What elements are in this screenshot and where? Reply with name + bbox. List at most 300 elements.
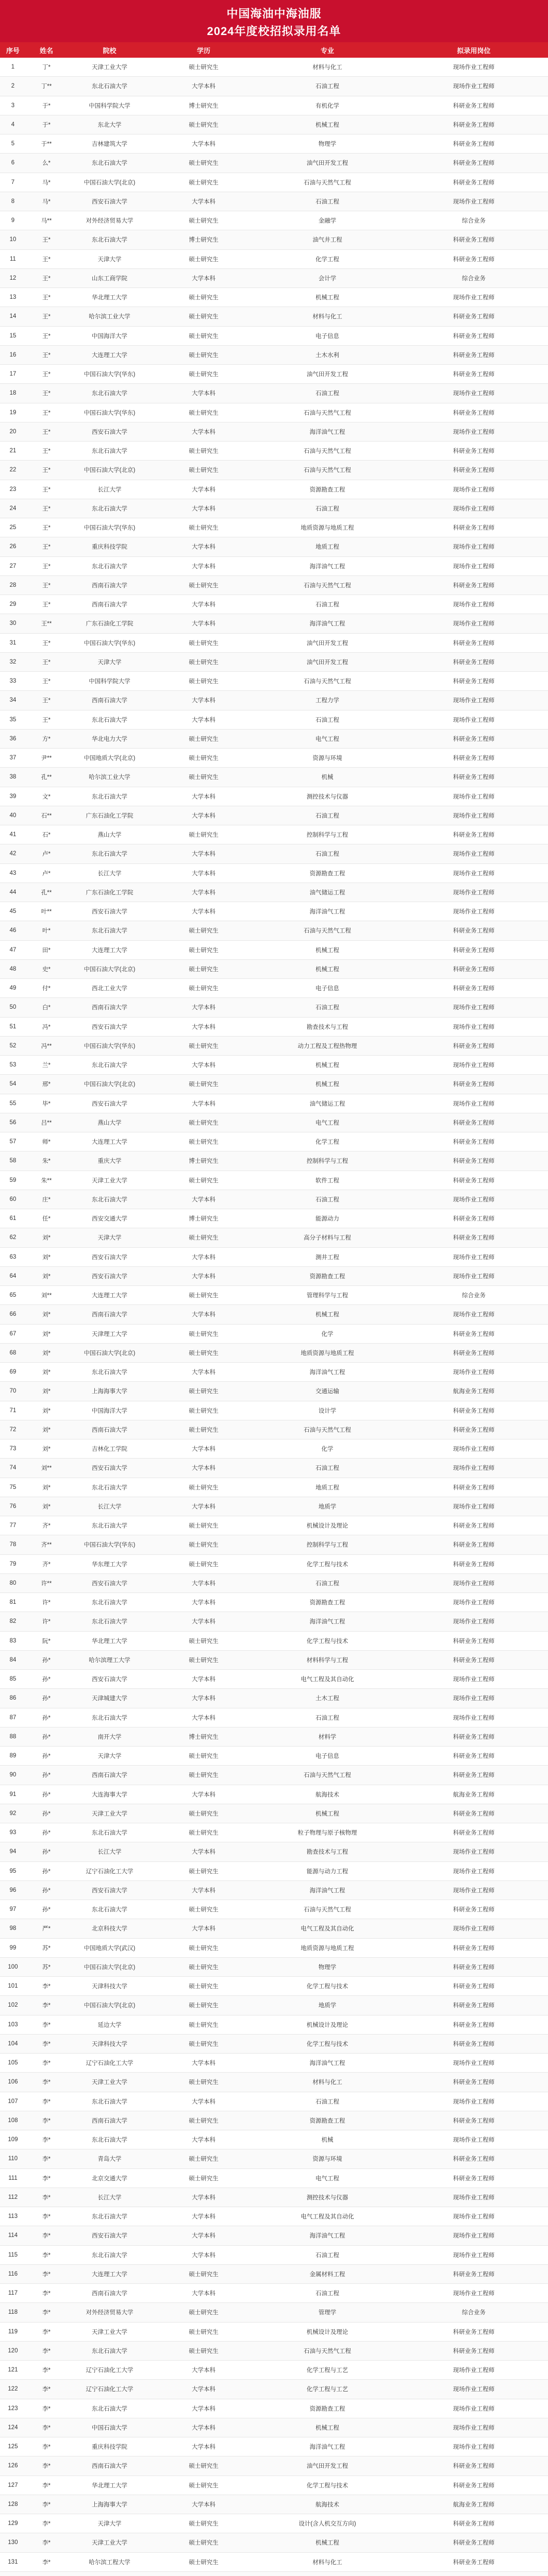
cell-name: 苏* [42,1964,51,1971]
cell-major: 控制科学与工程 [306,1542,348,1549]
cell-name: 王* [42,275,51,282]
cell-school: 对外经济贸易大学 [86,218,134,225]
cell-degree: 硕士研究生 [189,1331,219,1337]
cell-school: 西南石油大学 [92,698,127,704]
cell-major: 石油与天然气工程 [304,679,351,685]
cell-name: 叶* [42,928,51,935]
cell-degree: 硕士研究生 [189,1120,219,1126]
cell-school: 东北石油大学 [92,1715,127,1721]
cell-degree: 硕士研究生 [189,448,219,455]
table-row [0,1958,548,1977]
cell-index: 5 [11,141,15,147]
cell-school: 长江大学 [97,1503,122,1510]
table-row [0,1018,548,1037]
cell-position: 现场作业工程师 [453,391,495,397]
col-header-index: 序号 [6,46,20,55]
cell-position: 科研业务工程师 [453,966,495,973]
table-row [0,557,548,576]
cell-degree: 硕士研究生 [189,2156,219,2163]
cell-index: 125 [8,2444,18,2450]
table-row [0,1075,548,1094]
cell-name: 李* [42,2194,51,2201]
cell-index: 29 [9,601,16,608]
cell-major: 电气工程及其自动化 [301,2214,354,2221]
cell-school: 北京交通大学 [92,2175,127,2182]
cell-degree: 硕士研究生 [189,659,219,666]
cell-degree: 硕士研究生 [189,640,219,647]
cell-degree: 大学本科 [192,1676,215,1683]
cell-index: 18 [9,390,16,397]
table-row [0,902,548,921]
cell-index: 22 [9,467,16,473]
cell-name: 王* [42,371,51,378]
table-row [0,768,548,787]
cell-name: 庄* [42,1196,51,1203]
cell-degree: 博士研究生 [189,1216,219,1223]
cell-degree: 硕士研究生 [189,2175,219,2182]
cell-major: 石油与天然气工程 [304,1907,351,1913]
cell-major: 海洋油气工程 [309,2233,345,2240]
cell-position: 科研业务工程师 [453,2117,495,2124]
cell-index: 116 [8,2270,18,2277]
cell-name: 孙* [42,1696,51,1702]
cell-index: 100 [8,1963,18,1970]
cell-name: 李* [42,2233,51,2240]
cell-position: 现场作业工程师 [453,2405,495,2412]
cell-index: 4 [11,121,15,128]
cell-degree: 硕士研究生 [189,1984,219,1990]
cell-index: 36 [9,735,16,742]
cell-degree: 硕士研究生 [189,2022,219,2028]
cell-degree: 大学本科 [192,1926,215,1933]
cell-position: 现场作业工程师 [453,851,495,858]
cell-major: 机械工程 [315,2540,339,2547]
table-row [0,1459,548,1478]
cell-degree: 大学本科 [192,83,215,90]
cell-position: 科研业务工程师 [453,410,495,416]
cell-major: 石油与天然气工程 [304,410,351,416]
cell-position: 科研业务工程师 [453,2540,495,2547]
cell-school: 哈尔滨工程大学 [89,2559,130,2566]
cell-position: 现场作业工程师 [453,1715,495,1721]
table-row [0,1919,548,1938]
cell-major: 资源勘查工程 [309,2405,345,2412]
cell-major: 机械设计及理论 [306,2022,348,2028]
cell-position: 科研业务工程师 [453,1945,495,1952]
cell-degree: 硕士研究生 [189,966,219,973]
cell-major: 石油工程 [315,717,339,723]
cell-degree: 硕士研究生 [189,1830,219,1837]
cell-major: 控制科学与工程 [306,832,348,839]
cell-name: 王* [42,352,51,359]
cell-name: 刘* [42,1350,51,1357]
cell-major: 资源与环境 [312,2156,342,2163]
cell-degree: 博士研究生 [189,103,219,109]
cell-position: 现场作业工程师 [453,870,495,877]
cell-name: 于* [42,103,51,109]
cell-position: 科研业务工程师 [453,1657,495,1664]
table-row [0,1363,548,1382]
cell-index: 55 [9,1100,16,1107]
cell-degree: 硕士研究生 [189,2310,219,2316]
cell-degree: 大学本科 [192,2405,215,2412]
cell-position: 科研业务工程师 [453,755,495,762]
cell-school: 天津大学 [97,256,122,263]
cell-name: 刘* [42,1503,51,1510]
cell-index [0,2572,26,2576]
cell-school: 燕山大学 [97,832,122,839]
cell-position: 现场作业工程师 [453,793,495,800]
cell-index: 41 [9,832,16,838]
cell-major: 材料学 [318,1734,337,1740]
cell-index: 105 [8,2060,18,2066]
cell-name: 王* [42,410,51,416]
cell-name: 李* [42,2444,51,2451]
cell-major: 化学工程与技术 [306,2041,348,2047]
table-row [0,2265,548,2284]
cell-degree: 硕士研究生 [189,333,219,340]
cell-position: 现场作业工程师 [453,1868,495,1875]
cell-name [26,2572,67,2576]
cell-major: 设计(含人机交互方向) [298,2521,356,2528]
table-row [0,710,548,730]
cell-degree: 大学本科 [192,2252,215,2259]
cell-index: 120 [8,2347,18,2354]
cell-name: 李* [42,2310,51,2316]
cell-school: 中国石油大学(北京) [84,2003,136,2009]
cell-degree: 大学本科 [192,889,215,896]
cell-name: 王* [42,256,51,263]
cell-degree: 硕士研究生 [189,582,219,589]
cell-major [255,2572,400,2576]
cell-name: 文* [42,793,51,800]
cell-school: 中国石油大学(华东) [84,525,136,532]
cell-major: 材料与化工 [312,2559,342,2566]
cell-index: 31 [9,639,16,646]
cell-major: 物理学 [318,1964,337,1971]
cell-name: 孙* [42,1830,51,1837]
table-row [0,2399,548,2418]
cell-major: 石油工程 [315,391,339,397]
cell-major: 化学工程与工艺 [306,2386,348,2393]
cell-major: 测井工程 [315,1254,339,1261]
table-row [0,614,548,633]
cell-school: 天津工业大学 [92,2079,127,2086]
cell-major: 测控技术与仪器 [306,2194,348,2201]
cell-degree: 大学本科 [192,1696,215,1702]
cell-degree: 硕士研究生 [189,1561,219,1568]
cell-position: 现场作业工程师 [453,812,495,819]
cell-school: 长江大学 [97,870,122,877]
cell-index: 119 [8,2328,18,2335]
cell-position: 现场作业工程师 [453,64,495,71]
cell-index: 103 [8,2021,18,2028]
cell-position: 综合业务 [462,2310,486,2316]
cell-degree: 硕士研究生 [189,2003,219,2009]
cell-degree: 硕士研究生 [189,1753,219,1760]
cell-major: 石油与天然气工程 [304,928,351,935]
cell-school: 东北石油大学 [92,1523,127,1530]
cell-index: 39 [9,793,16,800]
cell-major: 地质资源与地质工程 [301,1350,354,1357]
table-row [0,2015,548,2035]
cell-major: 海洋油气工程 [309,2444,345,2451]
cell-index: 28 [9,582,16,588]
table-row [0,1209,548,1228]
cell-position: 现场作业工程师 [453,1849,495,1856]
cell-degree: 硕士研究生 [189,314,219,320]
cell-position: 科研业务工程师 [453,2329,495,2335]
cell-position: 现场作业工程师 [453,1580,495,1587]
table-row [0,1747,548,1766]
cell-position: 科研业务工程师 [453,256,495,263]
cell-position: 现场作业工程师 [453,1024,495,1030]
cell-name: 王* [42,698,51,704]
cell-index: 65 [9,1292,16,1299]
cell-name: 孔** [41,889,52,896]
cell-degree: 硕士研究生 [189,1293,219,1299]
cell-index: 62 [9,1234,16,1241]
cell-major: 化学 [321,1331,334,1337]
table-row [0,269,548,288]
cell-index: 44 [9,889,16,895]
cell-school: 西安石油大学 [92,1100,127,1107]
cell-index: 124 [8,2424,18,2431]
cell-school: 东北石油大学 [92,563,127,570]
cell-name: 孙* [42,1868,51,1875]
table-row [0,250,548,269]
cell-index: 40 [9,812,16,819]
cell-degree: 大学本科 [192,2425,215,2431]
cell-major: 海洋油气工程 [309,2060,345,2067]
table-row [0,1286,548,1305]
cell-name: 李* [42,2559,51,2566]
table-row [0,749,548,768]
cell-index: 114 [8,2232,18,2239]
cell-major: 石油工程 [315,1196,339,1203]
cell-major: 石油工程 [315,1005,339,1011]
cell-school: 中国海洋大学 [92,1408,127,1414]
table-row [0,230,548,249]
cell-major: 航海技术 [315,2501,339,2508]
cell-position: 现场作业工程师 [453,1312,495,1318]
cell-degree: 大学本科 [192,2098,215,2105]
cell-position: 现场作业工程师 [453,1887,495,1894]
cell-degree: 硕士研究生 [189,2079,219,2086]
cell-major: 高分子材料与工程 [304,1235,351,1242]
cell-degree: 大学本科 [192,870,215,877]
cell-index: 38 [9,774,16,781]
cell-degree: 硕士研究生 [189,1408,219,1414]
cell-position: 科研业务工程师 [453,2079,495,2086]
cell-school: 哈尔滨工业大学 [89,314,130,320]
cell-degree: 大学本科 [192,2194,215,2201]
cell-position: 科研业务工程师 [453,467,495,474]
cell-index: 50 [9,1004,16,1011]
cell-index: 71 [9,1407,16,1414]
col-header-degree: 学历 [196,46,210,55]
cell-school: 西安石油大学 [92,429,127,435]
cell-index: 84 [9,1656,16,1663]
cell-degree: 大学本科 [192,1503,215,1510]
cell-name: 王* [42,525,51,532]
cell-school: 中国石油大学(北京) [84,1350,136,1357]
cell-index: 49 [9,985,16,992]
table-row [0,442,548,461]
cell-position: 科研业务工程师 [453,1158,495,1165]
cell-position: 现场作业工程师 [453,1676,495,1683]
cell-major: 石油工程 [315,1715,339,1721]
cell-name: 李* [42,2501,51,2508]
cell-name: 王* [42,602,51,608]
cell-index: 37 [9,755,16,761]
cell-school: 东北石油大学 [92,237,127,244]
cell-name: 丁* [42,64,51,71]
cell-name: 李* [42,2098,51,2105]
table-header [0,42,548,58]
cell-position: 科研业务工程师 [453,736,495,742]
cell-position: 科研业务工程师 [453,1408,495,1414]
cell-position: 科研业务工程师 [453,1753,495,1760]
cell-index: 69 [9,1369,16,1376]
cell-index: 48 [9,965,16,972]
cell-index: 101 [8,1983,18,1990]
cell-degree: 硕士研究生 [189,467,219,474]
cell-degree: 硕士研究生 [189,1542,219,1549]
cell-school: 西南石油大学 [92,2291,127,2297]
cell-degree: 硕士研究生 [189,2117,219,2124]
cell-school: 重庆科技学院 [92,544,127,551]
cell-name: 许* [42,1619,51,1625]
cell-major: 材料与化工 [312,2079,342,2086]
cell-index: 75 [9,1484,16,1490]
table-row [0,653,548,672]
cell-major: 石油与天然气工程 [304,467,351,474]
col-header-major: 专业 [320,46,334,55]
cell-degree: 大学本科 [192,1600,215,1606]
cell-major: 材料与化工 [312,64,342,71]
cell-position: 科研业务工程师 [453,2559,495,2566]
cell-major: 机械工程 [315,295,339,301]
cell-degree: 硕士研究生 [189,774,219,781]
cell-name: 李* [42,2463,51,2470]
cell-position: 现场作业工程师 [453,2425,495,2431]
cell-major: 资源与环境 [312,755,342,762]
cell-school: 哈尔滨理工大学 [89,1657,130,1664]
cell-degree: 硕士研究生 [189,1945,219,1952]
cell-position: 现场作业工程师 [453,1062,495,1069]
cell-major: 土木工程 [315,1696,339,1702]
cell-index: 72 [9,1426,16,1433]
cell-index: 73 [9,1446,16,1452]
cell-index: 53 [9,1062,16,1069]
cell-name: 李* [42,2137,51,2144]
cell-school: 西安石油大学 [92,198,127,205]
cell-index: 23 [9,486,16,493]
cell-position: 科研业务工程师 [453,1484,495,1491]
table-row [0,787,548,806]
cell-index: 107 [8,2098,18,2105]
cell-school: 大连理工大学 [92,2271,127,2278]
cell-index: 118 [8,2309,18,2316]
cell-school: 中国科学院大学 [89,103,130,109]
table-row [0,825,548,844]
cell-name: 孙* [42,1753,51,1760]
cell-major: 交通运输 [315,1388,339,1395]
cell-major: 石油工程 [315,1580,339,1587]
cell-major: 化学工程 [315,256,339,263]
cell-position: 科研业务工程师 [453,928,495,935]
cell-school: 天津大学 [97,659,122,666]
cell-degree: 博士研究生 [189,1734,219,1740]
table-row [0,864,548,883]
cell-name: 叶** [41,909,52,916]
cell-name: 刘* [42,1427,51,1433]
cell-school: 天津大学 [97,1753,122,1760]
cell-name: 刘* [42,1273,51,1280]
table-row [0,1344,548,1363]
cell-major: 油气井工程 [312,237,342,244]
cell-name: 李* [42,2271,51,2278]
cell-major: 石油工程 [315,602,339,608]
cell-major: 资源勘查工程 [309,1273,345,1280]
cell-index: 122 [8,2386,18,2393]
cell-position: 综合业务 [462,1293,486,1299]
cell-position: 现场作业工程师 [453,2137,495,2144]
cell-name: 兰* [42,1062,51,1069]
cell-major: 动力工程及工程热物理 [297,1043,357,1049]
cell-index: 34 [9,697,16,704]
cell-degree: 硕士研究生 [189,1081,219,1088]
cell-name: 么* [42,160,51,167]
cell-name: 孙* [42,1887,51,1894]
cell-name: 朱* [42,1158,51,1165]
cell-degree: 硕士研究生 [189,1868,219,1875]
cell-name: 孙* [42,1907,51,1913]
table-row [0,1862,548,1881]
cell-major: 化学 [321,1446,334,1453]
cell-degree: 大学本科 [192,717,215,723]
cell-index: 54 [9,1081,16,1088]
cell-name: 于* [42,122,51,128]
cell-name: 马** [41,218,52,225]
table-row [0,1382,548,1401]
cell-index: 47 [9,946,16,953]
cell-position: 现场作业工程师 [453,2214,495,2221]
table-row [0,691,548,710]
cell-position: 科研业务工程师 [453,525,495,532]
cell-name: 李* [42,2175,51,2182]
cell-position: 科研业务工程师 [453,160,495,167]
table-row [0,2437,548,2456]
cell-name: 史* [42,966,51,973]
cell-position: 现场作业工程师 [453,1005,495,1011]
title-line-1: 中国海油中海油服 [226,7,322,20]
cell-major: 化学工程与技术 [306,1561,348,1568]
cell-degree: 硕士研究生 [189,352,219,359]
cell-index: 14 [9,313,16,320]
cell-position: 科研业务工程师 [453,1043,495,1049]
table-row [0,1804,548,1823]
cell-major: 电子信息 [315,333,339,340]
cell-major: 机械工程 [315,2425,339,2431]
cell-index: 85 [9,1676,16,1683]
cell-index: 126 [8,2463,18,2469]
cell-school: 广东石油化工学院 [86,889,134,896]
cell-degree: 大学本科 [192,198,215,205]
cell-school: 东北石油大学 [92,1484,127,1491]
cell-position: 现场作业工程师 [453,2233,495,2240]
